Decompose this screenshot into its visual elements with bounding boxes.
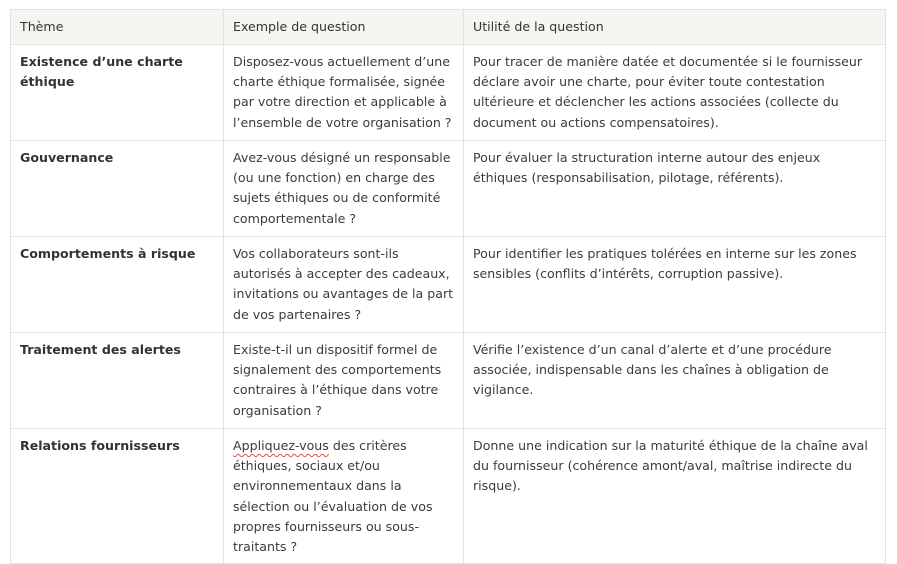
questionnaire-table-container — [10, 9, 885, 564]
table-row — [11, 237, 886, 333]
row-question-cell: Vos collaborateurs sont-ils autorisés à accepter des cadeaux, invitations ou avantages de la part de vos partenaires ? — [224, 237, 464, 333]
row-theme-cell: Comportements à risque — [11, 237, 224, 333]
row-utility-cell: Donne une indication sur la maturité éthique de la chaîne aval du fournisseur (cohérence amont/aval, maîtrise indirecte du risque). — [464, 429, 886, 564]
row-theme-cell: Gouvernance — [11, 141, 224, 237]
table-header-row — [11, 10, 886, 45]
spellcheck-flagged-word[interactable]: Appliquez-vous — [233, 438, 329, 453]
row-question-text: des critères éthiques, sociaux et/ou environnementaux dans la sélection ou l’évaluation de vos propres fournisseurs ou sous-traitants ? — [233, 438, 433, 555]
table-row — [11, 141, 886, 237]
row-utility-cell: Pour évaluer la structuration interne autour des enjeux éthiques (responsabilisation, pilotage, référents). — [464, 141, 886, 237]
header-question-example: Exemple de question — [224, 10, 464, 45]
row-question-cell: Avez-vous désigné un responsable (ou une fonction) en charge des sujets éthiques ou de conformité comportementale ? — [224, 141, 464, 237]
row-question-cell — [224, 429, 464, 564]
row-theme-cell: Existence d’une charte éthique — [11, 45, 224, 141]
row-question-cell: Disposez-vous actuellement d’une charte éthique formalisée, signée par votre direction et applicable à l’ensemble de votre organisation ? — [224, 45, 464, 141]
row-utility-cell: Vérifie l’existence d’un canal d’alerte et d’une procédure associée, indispensable dans les chaînes à obligation de vigilance. — [464, 333, 886, 429]
row-theme-cell: Traitement des alertes — [11, 333, 224, 429]
row-theme-cell: Relations fournisseurs — [11, 429, 224, 564]
questionnaire-table — [10, 9, 886, 564]
row-utility-cell: Pour tracer de manière datée et documentée si le fournisseur déclare avoir une charte, pour éviter toute contestation ultérieure et déclencher les actions associées (collecte du document ou actions compensatoires). — [464, 45, 886, 141]
table-row — [11, 45, 886, 141]
table-row — [11, 429, 886, 564]
row-utility-cell: Pour identifier les pratiques tolérées en interne sur les zones sensibles (conflits d’intérêts, corruption passive). — [464, 237, 886, 333]
table-row — [11, 333, 886, 429]
header-question-utility: Utilité de la question — [464, 10, 886, 45]
row-question-cell: Existe-t-il un dispositif formel de signalement des comportements contraires à l’éthique dans votre organisation ? — [224, 333, 464, 429]
header-theme: Thème — [11, 10, 224, 45]
